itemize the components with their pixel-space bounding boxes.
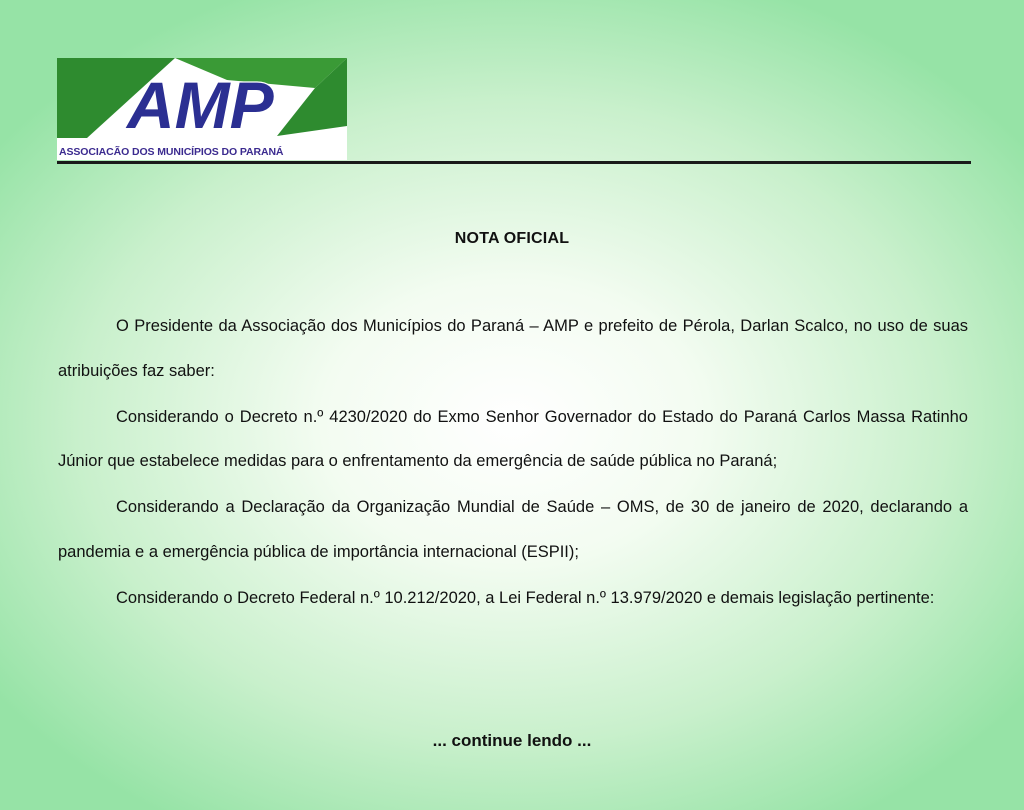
document-title: NOTA OFICIAL (454, 230, 570, 247)
amp-logo-graphic (57, 58, 347, 146)
document-body (58, 304, 968, 622)
paragraph-intro: O Presidente da Associação dos Municípios do Paraná – AMP e prefeito de Pérola, Darlan Scalco, no uso de suas atribuições faz saber: (58, 317, 968, 380)
continue-reading-link[interactable]: ... continue lendo ... (432, 731, 592, 750)
paragraph-oms: Considerando a Declaração da Organização Mundial de Saúde – OMS, de 30 de janeiro de 2020, declarando a pandemia e a emergência pública de importância internacional (ESPII); (58, 498, 968, 561)
amp-wordmark: AMP (127, 68, 274, 142)
paragraph-decreto-federal: Considerando o Decreto Federal n.º 10.212/2020, a Lei Federal n.º 13.979/2020 e demais legislação pertinente: (116, 588, 935, 607)
logo-caption: ASSOCIACÃO DOS MUNICÍPIOS DO PARANÁ (59, 146, 284, 158)
header-divider (57, 161, 971, 164)
paragraph-decreto-estadual: Considerando o Decreto n.º 4230/2020 do Exmo Senhor Governador do Estado do Paraná Carlos Massa Ratinho Júnior que estabelece medidas para o enfrentamento da emergência de saúde pública no Paraná; (58, 407, 968, 471)
amp-logo (57, 58, 347, 160)
